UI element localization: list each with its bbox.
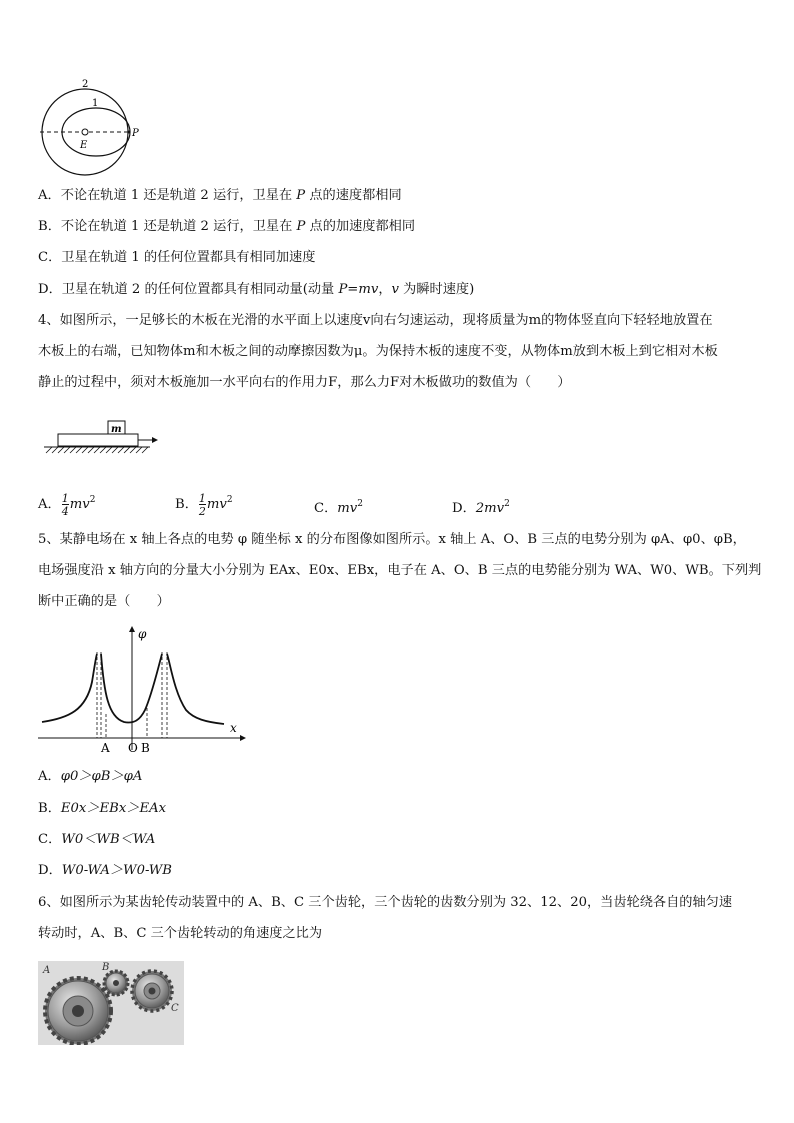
gear-c: [132, 971, 172, 1011]
q5-stem-line-3: 断中正确的是（ ）: [38, 594, 170, 609]
gear-a-label: A: [43, 965, 51, 976]
q4-option-a: A． $\frac{1}{4}$ $mv^2$: [38, 491, 96, 518]
q5-option-b: B．E0x＞EBx＞EAx: [38, 801, 167, 816]
orbit-1-label: 1: [92, 98, 99, 109]
gear-c-label: C: [171, 1003, 179, 1014]
potential-graph: [34, 622, 250, 756]
q4-stem-line-3: 静止的过程中，须对木板施加一水平向右的作用力F，那么力F对木板做功的数值为（ ）: [38, 375, 571, 390]
point-p-label: P: [132, 128, 139, 139]
tick-b-label: B: [141, 741, 150, 755]
q5-option-c: C．W0＜WB＜WA: [38, 832, 156, 847]
q3-option-b: B．不论在轨道 1 还是轨道 2 运行，卫星在 P 点的加速度都相同: [38, 219, 416, 234]
potential-curve-right: [167, 654, 224, 724]
q4-option-c: C．$mv^2$: [314, 499, 363, 516]
q4-option-d: D．$2mv^2$: [452, 499, 510, 516]
q5-option-a: A．φ0＞φB＞φA: [38, 769, 143, 784]
velocity-arrowhead: [152, 437, 158, 443]
x-axis-arrowhead: [240, 735, 246, 741]
q5-stem-line-1: 5、某静电场在 x 轴上各点的电势 φ 随坐标 x 的分布图像如图所示。x 轴上 A、O、B 三点的电势分别为 φA、φ0、φB，: [38, 532, 746, 547]
point-p: [128, 131, 131, 134]
orbit-2-label: 2: [82, 79, 89, 90]
x-axis-label: x: [230, 721, 237, 735]
q6-stem-line-1: 6、如图所示为某齿轮传动装置中的 A、B、C 三个齿轮，三个齿轮的齿数分别为 32、12、20，当齿轮绕各自的轴匀速: [38, 895, 733, 910]
q6-stem-line-2: 转动时，A、B、C 三个齿轮转动的角速度之比为: [38, 926, 323, 941]
q5-option-d: D．W0-WA＞W0-WB: [38, 863, 172, 878]
earth-label: E: [80, 140, 88, 151]
q3-option-a: A．不论在轨道 1 还是轨道 2 运行，卫星在 P 点的速度都相同: [38, 188, 402, 203]
y-axis-label: φ: [138, 627, 147, 641]
potential-curve-left: [42, 654, 97, 722]
block-m-label: m: [111, 424, 122, 435]
q5-stem-line-2: 电场强度沿 x 轴方向的分量大小分别为 EAx、E0x、EBx，电子在 A、O、B 三点的电势能分别为 WA、W0、WB。下列判: [38, 563, 762, 578]
wooden-board: [58, 434, 138, 446]
q4-stem-line-2: 木板上的右端，已知物体m和木板之间的动摩擦因数为μ。为保持木板的速度不变，从物体m放到木板上到它相对木板: [38, 344, 718, 359]
ground-hatching: [46, 447, 148, 453]
q4-option-b: B． $\frac{1}{2}$ $mv^2$: [175, 491, 233, 518]
board-diagram: [40, 414, 160, 458]
orbit-diagram: [30, 76, 150, 176]
gear-a: [45, 978, 111, 1044]
tick-a-label: A: [101, 741, 110, 755]
tick-o-label: O: [128, 741, 138, 755]
gear-b: [104, 971, 128, 995]
q3-option-d: D．卫星在轨道 2 的任何位置都具有相同动量(动量 P=mv，v 为瞬时速度): [38, 282, 475, 297]
q4-stem-line-1: 4、如图所示，一足够长的木板在光滑的水平面上以速度v向右匀速运动，现将质量为m的物体竖直向下轻轻地放置在: [38, 313, 713, 328]
gear-figure: [38, 961, 184, 1045]
gear-b-label: B: [102, 962, 110, 973]
y-axis-arrowhead: [129, 626, 135, 632]
earth-point: [82, 129, 88, 135]
q3-option-c: C．卫星在轨道 1 的任何位置都具有相同加速度: [38, 250, 316, 265]
